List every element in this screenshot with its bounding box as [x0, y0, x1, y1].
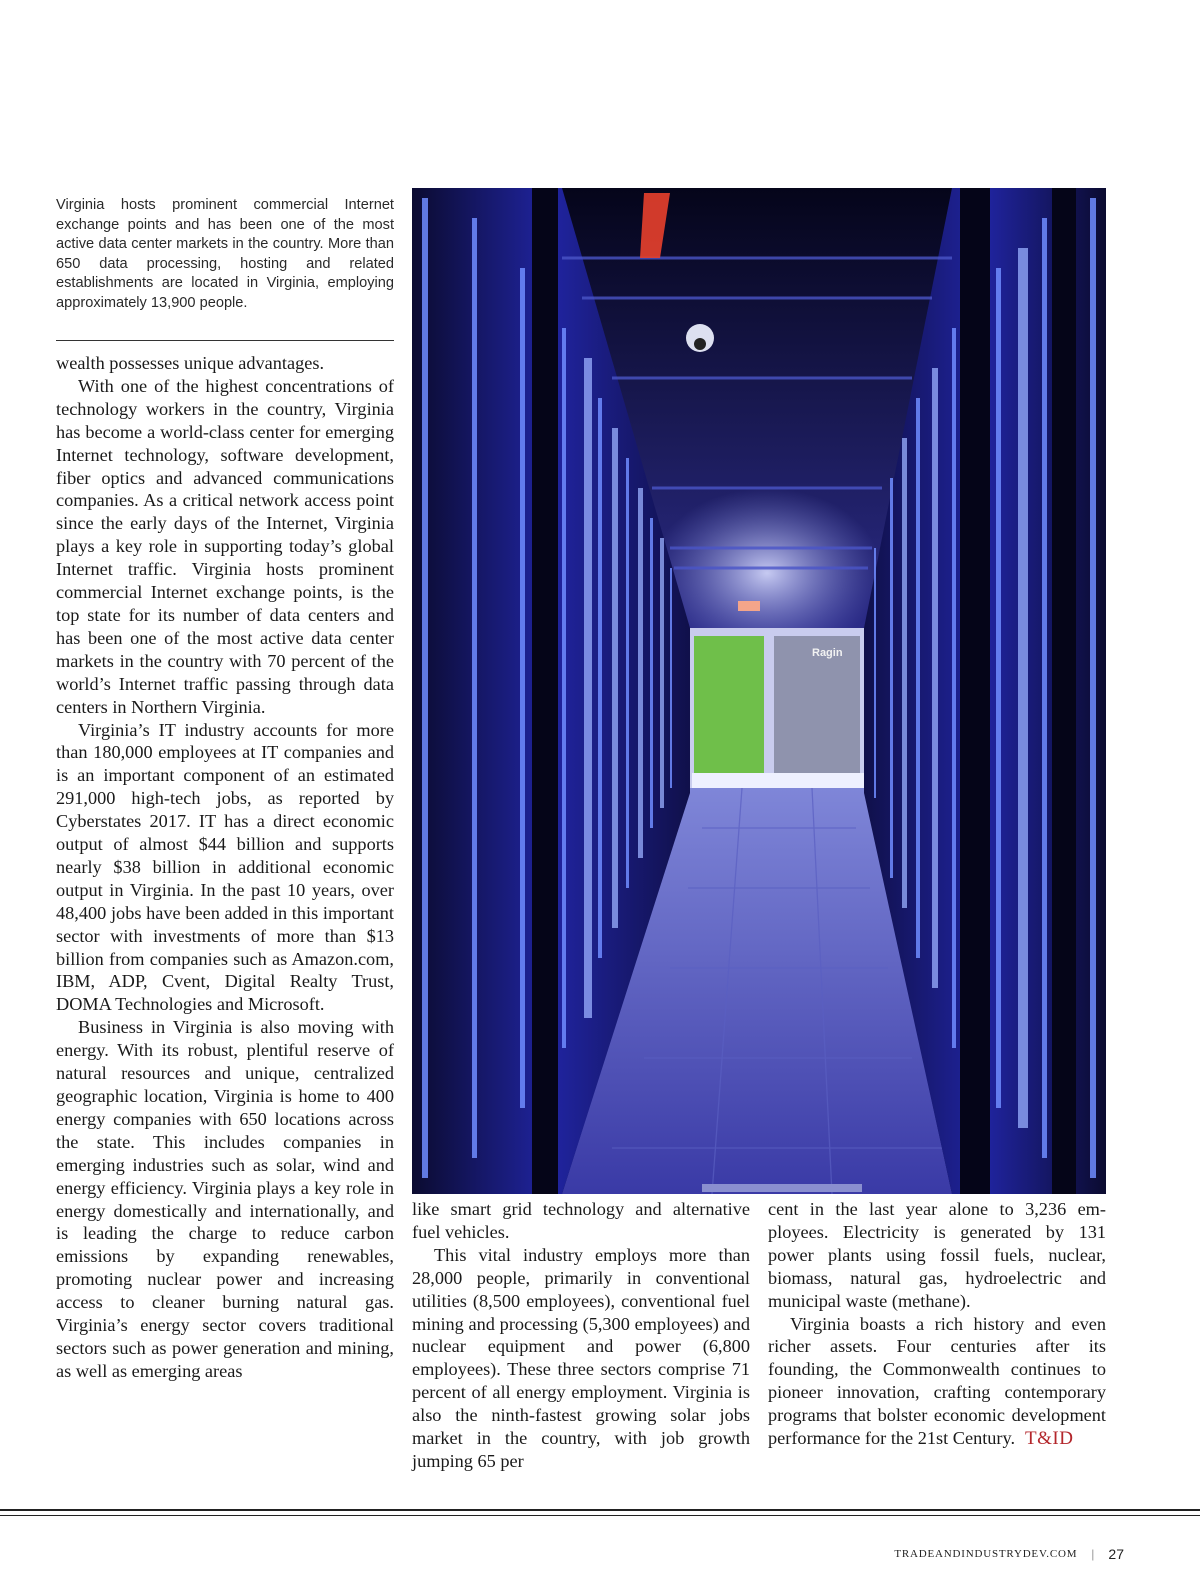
page-footer	[894, 1546, 1124, 1562]
footer-separator: |	[1091, 1547, 1095, 1561]
paragraph-text: Virginia boasts a rich history and even richer assets. Four centuries after its founding, the Commonwealth continues to pioneer innovation, crafting contemporary programs that bolster economic development performance for the 21st Century.	[768, 1313, 1106, 1449]
paragraph: Business in Virginia is also moving with energy. With its robust, plentiful reserve of natural resources and unique, centralized geographic location, Virginia is home to 400 energy companies with 650 locations across the state. This includes companies in emerging industries such as solar, wind and energy efficiency. Virginia plays a key role in energy domestically and internationally, and is leading the charge to reduce carbon emissions by expanding renewables, promoting nuclear power and increasing access to cleaner burning natural gas. Virginia’s energy sector covers traditional sectors such as power generation and mining, as well as emerging areas	[56, 1017, 394, 1381]
paragraph: Virginia’s IT industry accounts for more than 180,000 employees at IT companies and is an important component of an estimated 291,000 high-tech jobs, as reported by Cyberstates 2017. IT has a direct economic output of almost $44 billion and supports nearly $38 billion in additional economic output in Virginia. In the past 10 years, over 48,400 jobs have been added in this important sector with investments of more than $13 billion from companies such as Amazon.com, IBM, ADP, Cvent, Digital Realty Trust, DOMA Technologies and Microsoft.	[56, 719, 394, 1015]
page-number: 27	[1108, 1546, 1124, 1562]
paragraph: This vital industry employs more than 28,000 people, primarily in conventional utilities (8,500 employees), conventional fuel mining and processing (5,300 employees) and nuclear equipment and power (6,800 employees). These three sectors comprise 71 percent of all energy employment. Virginia is also the ninth-fastest growing solar jobs market in the country, with job growth jumping 65 per	[412, 1244, 750, 1471]
caption-divider	[56, 340, 394, 341]
footer-rule	[0, 1515, 1200, 1516]
paragraph	[768, 1313, 1106, 1451]
footer-rule	[0, 1509, 1200, 1511]
article-column-3	[768, 1198, 1106, 1451]
paragraph: wealth possesses unique advantages.	[56, 353, 325, 373]
photo-caption: Virginia hosts prominent commercial Internet exchange points and has been one of the most active data center markets in the country. More than 650 data processing, hosting and related establishments are located in Virginia, employing approximately 13,900 people.	[56, 197, 394, 311]
article-column-1	[56, 352, 394, 1383]
article-column-2	[412, 1198, 750, 1473]
paragraph: like smart grid technology and alternative fuel vehicles.	[412, 1199, 750, 1242]
footer-site: TRADEANDINDUSTRYDEV.COM	[894, 1548, 1078, 1560]
paragraph: cent in the last year alone to 3,236 employees. Electricity is generated by 131 power plants using fossil fuels, nuclear, biomass, natural gas, hydroelectric and municipal waste (methane).	[768, 1199, 1106, 1311]
paragraph: With one of the highest concentrations of technology workers in the country, Virginia has become a world-class center for emerging Internet technology, software development, fiber optics and advanced communications companies. As a critical network access point since the early days of the Internet, Virginia plays a key role in supporting today’s global Internet traffic. Virginia hosts prominent commercial Internet exchange points, is the top state for its number of data centers and has been one of the most active data center markets in the country with 70 percent of the world’s Internet traffic passing through data centers in Northern Virginia.	[56, 375, 394, 717]
door-sign-text: Ragin	[812, 647, 843, 659]
data-center-photo	[412, 188, 1106, 1194]
end-mark: T&ID	[1025, 1428, 1074, 1450]
exit-sign	[738, 601, 760, 611]
